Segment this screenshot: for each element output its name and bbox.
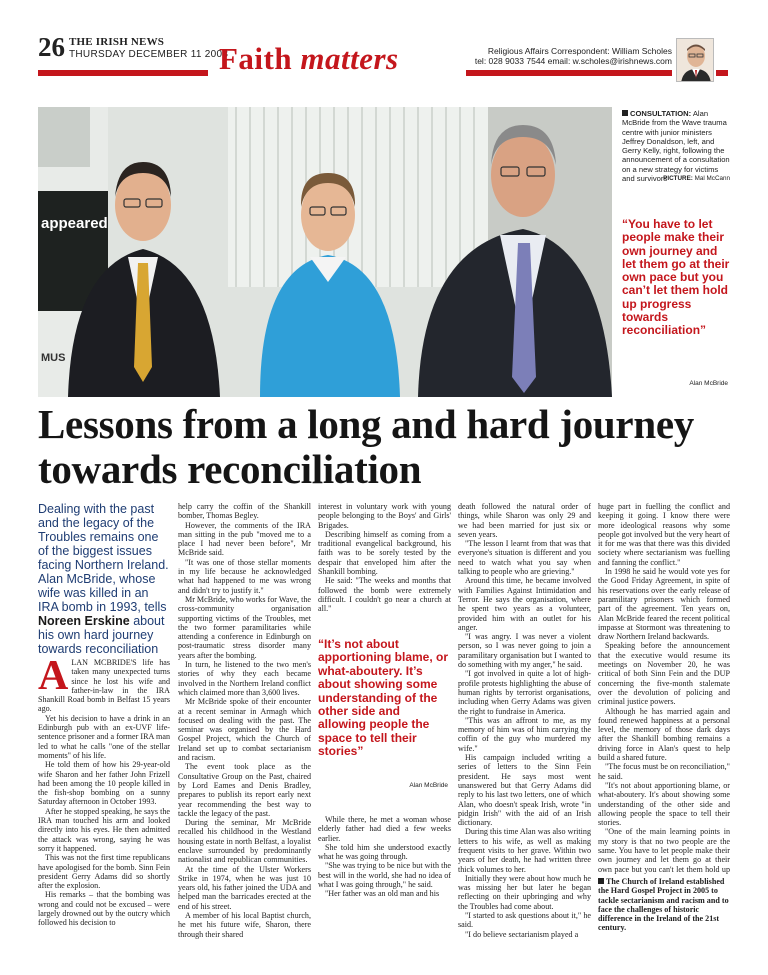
body-column-1	[38, 658, 170, 958]
body-paragraph: "The focus must be on reconciliation," he said.	[598, 762, 730, 781]
masthead-rule-mid	[466, 70, 672, 76]
picture-credit-label: PICTURE:	[663, 175, 693, 182]
body-paragraph: During this time Alan was also writing letters to his wife, as well as making frequent visits to her grave. Within two years of her death, he had written three thick volumes to her.	[458, 827, 591, 874]
correspondent-avatar	[676, 38, 714, 82]
standfirst-text: Dealing with the past and the legacy of the Troubles remains one of the biggest issues facing Northern Ireland. Alan McBride, whose wife was killed in an IRA bomb in 1993, tells	[38, 502, 169, 614]
section-title-plain: Faith	[219, 41, 301, 76]
main-photo	[38, 107, 612, 397]
body-paragraph: A member of his local Baptist church, he met his future wife, Sharon, there through their shared	[178, 911, 311, 939]
body-paragraph: He said: "The weeks and months that followed the bomb were extremely difficult. I couldn't go near a church at all."	[318, 576, 451, 614]
body-column-3	[318, 502, 451, 614]
body-paragraph: "It's not about apportioning blame, or what-aboutery. It's about showing some understanding of the other side and allowing people the space to tell their stories.	[598, 780, 730, 828]
body-paragraph: His campaign included writing a series of letters to the Sinn Fein president. He says most went unanswered but that Gerry Adams did reply to his last two letters, one of which Alan, who doesn't speak Irish, wrote "in pidgin Irish" with the aid of an Irish dictionary.	[458, 753, 591, 828]
footnote-text: The Church of Ireland established the Hard Gospel Project in 2005 to tackle sectarianism and racism and to face the challenges of historic difference in the Ireland of the 21st century.	[598, 877, 729, 933]
body-paragraph: Speaking before the announcement that the executive would resume its meetings on November 20, he was critical of both Sinn Fein and the DUP concerning the five-month stalemate over the devolution of policing and criminal justice powers.	[598, 641, 730, 707]
body-paragraph: "One of the main learning points in my story is that no two people are the same. You have to let people make their own journey and let them go at their own pace but you can't let them hold up	[598, 827, 730, 874]
body-column-2	[178, 502, 311, 957]
photo-sign-text-2: MUS	[41, 352, 66, 364]
headline: Lessons from a long and hard journey towards reconciliation	[38, 401, 694, 492]
body-paragraph	[38, 658, 170, 714]
photo-scene	[38, 107, 612, 397]
body-paragraph: interest in voluntary work with young people belonging to the Boys' and Girls' Brigades.	[318, 502, 451, 530]
caption-text: Alan McBride from the Wave trauma centre with junior ministers Jeffrey Donaldson, left, and Gerry Kelly, right, following the announcement of a consultation on a new strategy for victims and survivors	[622, 109, 730, 184]
square-bullet-icon	[622, 110, 628, 116]
body-paragraph: Around this time, he became involved with Families Against Intimidation and Terror. He says the organisation, where he spent two years as a volunteer, provided him with an outlet for his anger.	[458, 576, 591, 632]
issue-date: THURSDAY DECEMBER 11 2008	[69, 49, 229, 60]
standfirst-text-end: about his own hard journey towards reconciliation	[38, 614, 165, 656]
pull-quote: “You have to let people make their own journey and let them go at their own pace but you can’t let them hold up progress towards reconciliation”	[622, 217, 730, 338]
body-paragraph: Mr McBride, who works for Wave, the cross-community organisation supporting victims of the Troubles, met the two former paramilitaries while attending a conference in Edinburgh on post-traumatic stress disorder many years after the bombing.	[178, 594, 311, 660]
body-paragraph: "It was one of those stellar moments in my life because he acknowledged what had happened to me was wrong and didn't try to justify it."	[178, 557, 311, 595]
body-paragraph: While there, he met a woman whose elderly father had died a few weeks earlier.	[318, 815, 451, 843]
body-paragraph: After he stopped speaking, he says the IRA man touched his arm and looked directly into his eyes. He then admitted the attack was wrong, saying he was sorry it happened.	[38, 806, 170, 853]
body-paragraph: At the time of the Ulster Workers Strike in 1974, when he was just 10 years old, his father joined the UDA and helped man the barricades erected at the end of his street.	[178, 864, 311, 911]
picture-credit-name: Mal McCann	[692, 175, 730, 182]
footnote	[598, 877, 730, 933]
page-number: 26	[38, 32, 65, 62]
masthead-rule-right	[716, 70, 728, 76]
body-paragraph: huge part in fuelling the conflict and keeping it going. I know there were more ideological reasons why some people got involved but the very heart of it for me was that there was this divided society where sectarianism was fuelling and fanning the conflict."	[598, 502, 730, 567]
person-icon	[677, 39, 714, 82]
body-paragraph: "I started to ask questions about it," he said.	[458, 911, 591, 930]
body-paragraph: In turn, he listened to the two men's stories of why they each became involved in the Northern Ireland conflict which claimed more than 3,600 lives.	[178, 660, 311, 697]
body-paragraph: "I do believe sectarianism played a	[465, 929, 579, 939]
body-paragraph: "The lesson I learnt from that was that everyone's situation is different and you need to watch what you say when talking to people who are grieving."	[458, 539, 591, 577]
body-paragraph: In 1998 he said he would vote yes for the Good Friday Agreement, in spite of his reservations over the early release of paramilitary prisoners which formed part of the agreement. Ten years on, Alan McBride feared the recent political impasse at Stormont was threatening to draw Northern Ireland backwards.	[598, 567, 730, 642]
inline-pull-quote: “It’s not about apportioning blame, or what-aboutery. It’s about showing some understanding of the other side and allowing people the space to tell their stories”	[318, 637, 449, 759]
body-paragraph: She told him she understood exactly what he was going through.	[318, 842, 451, 862]
body-column-5	[598, 502, 730, 874]
body-paragraph: This was not the first time republicans have apologised for the bomb. Sinn Fein president Gerry Adams did so shortly after the explosion.	[38, 853, 170, 891]
body-paragraph: He told them of how his 29-year-old wife Sharon and her father John Frizell had been among the 10 people killed in the fish-shop bombing on a sunny Saturday afternoon in October 1993.	[38, 760, 170, 807]
paragraph-text: LAN MCBRIDE'S life has taken many unexpected turns since he lost his wife and father-in-law in the IRA Shankill Road bomb in Belfast 15 years ago.	[38, 658, 170, 714]
body-paragraph: "I got involved in quite a lot of high-profile protests highlighting the abuse of human rights by terrorist organisations, including when Gerry Adams was given the right to fundraise in America.	[458, 669, 591, 716]
standfirst	[38, 502, 170, 656]
body-paragraph: "This was an affront to me, as my memory of him was of him carrying the coffin of the guy who murdered my wife."	[458, 715, 591, 753]
body-paragraph: His remarks – that the bombing was wrong and could not be excused – were largely drowned out by the outcry which followed his decision to	[38, 890, 170, 928]
body-paragraph: Yet his decision to have a drink in an Edinburgh pub with an ex-UVF life-sentence prisoner and a former IRA man led to what he calls "one of the stellar moments" of his life.	[38, 713, 170, 760]
body-paragraph: "I was angry. I was never a violent person, so I was never going to join a paramilitary organisation but I wanted to do something with my anger," he said.	[458, 632, 591, 670]
pull-quote-credit: Alan McBride	[689, 380, 728, 387]
correspondent-contact: tel: 028 9033 7544 email: w.scholes@irishnews.com	[474, 56, 672, 66]
body-paragraph: help carry the coffin of the Shankill bomber, Thomas Begley.	[178, 502, 311, 521]
correspondent-name: Religious Affairs Correspondent: William Scholes	[487, 46, 672, 56]
body-paragraph: death followed the natural order of things, while Sharon was only 29 and we had been married for just six or seven years.	[458, 502, 591, 539]
body-paragraph: Mr McBride spoke of their encounter at a recent seminar in Armagh which focused on dealing with the past. The seminar was organised by the Hard Gospel Project, which the Church of Ireland set up to combat sectarianism and racism.	[178, 697, 311, 763]
body-column-3-continued	[318, 815, 451, 958]
photo-sign-text: appeared	[41, 215, 108, 232]
body-paragraph: During the seminar, Mr McBride recalled his childhood in the Westland housing estate in north Belfast, a loyalist enclave surrounded by predominantly nationalist and republican communities.	[178, 818, 311, 865]
photo-caption	[622, 109, 730, 183]
body-paragraph: Describing himself as coming from a traditional evangelical background, his faith was to be sorely tested by the despair that enveloped him after the Shankill bombing.	[318, 529, 451, 577]
byline-author: Noreen Erskine	[38, 614, 130, 628]
body-paragraph: Although he has married again and found renewed happiness at a personal level, the memory of those dark days after the Shankill bombing remains a driving force in Alan's quest to help build a shared future.	[598, 706, 730, 763]
picture-credit	[622, 175, 730, 182]
caption-label: CONSULTATION:	[630, 109, 692, 118]
body-paragraph: "Her father was an old man and his	[325, 889, 440, 899]
body-paragraph: "She was trying to be nice but with the best will in the world, she had no idea of what I was going through," he said.	[318, 861, 451, 890]
section-title-italic: matters	[300, 41, 399, 76]
inline-pull-quote-credit: Alan McBride	[409, 782, 448, 789]
paper-name: THE IRISH NEWS	[69, 36, 165, 48]
body-paragraph: The event took place as the Consultative Group on the Past, chaired by Lord Eames and Denis Bradley, prepares to publish its report early next year recommending the best way to tackle the legacy of the past.	[178, 762, 311, 818]
body-column-4	[458, 502, 591, 957]
body-paragraph: Initially they were about how much he was missing her but later he began reflecting on their upbringing and why the Troubles had come about.	[458, 873, 591, 911]
drop-cap: A	[38, 658, 69, 699]
correspondent-block	[466, 46, 672, 66]
square-bullet-icon	[598, 878, 604, 884]
body-paragraph: However, the comments of the IRA man sitting in the pub "moved me to a place I had never been before", Mr McBride said.	[178, 520, 311, 558]
section-title	[219, 43, 399, 75]
masthead-rule-left	[38, 70, 208, 76]
